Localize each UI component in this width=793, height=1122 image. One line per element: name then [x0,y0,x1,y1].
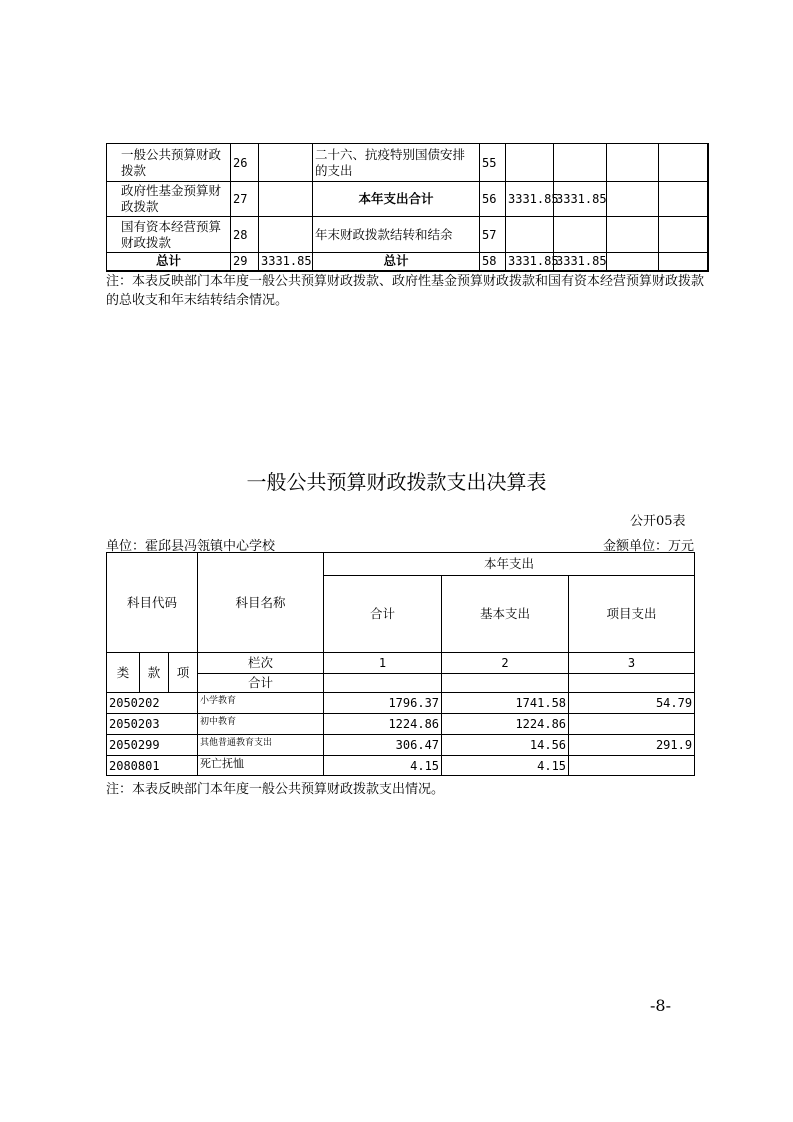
income-item: 一般公共预算财政拨款 [107,144,231,182]
total: 1796.37 [324,693,442,714]
code: 2050299 [107,735,198,756]
value [659,144,708,182]
income-amount: 3331.85 [259,253,313,271]
value [659,182,708,217]
value [506,144,554,182]
value: 3331.85 [554,182,607,217]
table1-note: 注：本表反映部门本年度一般公共预算财政拨款、政府性基金预算财政拨款和国有资本经营预算财政拨款的总收支和年末结转结余情况。 [106,274,705,308]
table2-note: 注：本表反映部门本年度一般公共预算财政拨款支出情况。 [106,782,445,797]
table-row [107,182,708,217]
total: 306.47 [324,735,442,756]
income-item: 总计 [107,253,231,271]
project [569,714,695,735]
col-no: 3 [569,653,695,674]
header-lei: 类 [107,653,140,693]
col-no: 2 [442,653,569,674]
empty-cell [324,674,442,693]
table-row [107,217,708,253]
line-no: 29 [231,253,259,271]
expense-item: 二十六、抗疫特别国债安排的支出 [313,144,480,182]
empty-cell [569,674,695,693]
expense-item: 本年支出合计 [313,182,480,217]
name: 死亡抚恤 [198,756,324,776]
value [659,217,708,253]
header-kuan: 款 [140,653,169,693]
table-number: 公开05表 [630,514,686,529]
code: 2050202 [107,693,198,714]
name: 小学教育 [198,693,324,714]
page-number: -8- [650,996,671,1015]
expenditure-table [106,552,695,776]
col-no: 1 [324,653,442,674]
line-no: 55 [480,144,506,182]
header-code: 科目代码 [107,553,198,653]
value: 3331.85 [554,253,607,271]
value [506,217,554,253]
value [607,182,659,217]
total: 1224.86 [324,714,442,735]
unit-label: 单位：霍邱县冯瓴镇中心学校 [106,539,276,554]
basic: 1224.86 [442,714,569,735]
value [607,217,659,253]
fiscal-summary-table [106,143,709,272]
basic: 4.15 [442,756,569,776]
project: 54.79 [569,693,695,714]
line-no: 58 [480,253,506,271]
table-row [107,714,695,735]
name: 其他普通教育支出 [198,735,324,756]
header-name: 科目名称 [198,553,324,653]
line-no: 27 [231,182,259,217]
header-current-year: 本年支出 [324,553,695,576]
page-title: 一般公共预算财政拨款支出决算表 [246,470,547,494]
table-row-total [107,253,708,271]
value [554,144,607,182]
basic: 1741.58 [442,693,569,714]
project [569,756,695,776]
income-amount [259,144,313,182]
basic: 14.56 [442,735,569,756]
name: 初中教育 [198,714,324,735]
line-no: 57 [480,217,506,253]
table-row [107,144,708,182]
amount-unit-label: 金额单位：万元 [602,539,694,554]
line-no: 26 [231,144,259,182]
header-total: 合计 [324,576,442,653]
income-item: 政府性基金预算财政拨款 [107,182,231,217]
value [554,217,607,253]
expense-item: 总计 [313,253,480,271]
code: 2050203 [107,714,198,735]
table-row [107,756,695,776]
table-row [107,693,695,714]
header-basic: 基本支出 [442,576,569,653]
sum-row-label: 合计 [198,674,324,693]
value [659,253,708,271]
project: 291.9 [569,735,695,756]
table-row [107,735,695,756]
line-no: 56 [480,182,506,217]
header-project: 项目支出 [569,576,695,653]
total: 4.15 [324,756,442,776]
value [607,144,659,182]
code: 2080801 [107,756,198,776]
header-xiang: 项 [169,653,198,693]
empty-cell [442,674,569,693]
income-item: 国有资本经营预算财政拨款 [107,217,231,253]
income-amount [259,182,313,217]
income-amount [259,217,313,253]
line-no: 28 [231,217,259,253]
value: 3331.85 [506,182,554,217]
expense-item: 年末财政拨款结转和结余 [313,217,480,253]
value: 3331.85 [506,253,554,271]
header-column-no: 栏次 [198,653,324,674]
value [607,253,659,271]
